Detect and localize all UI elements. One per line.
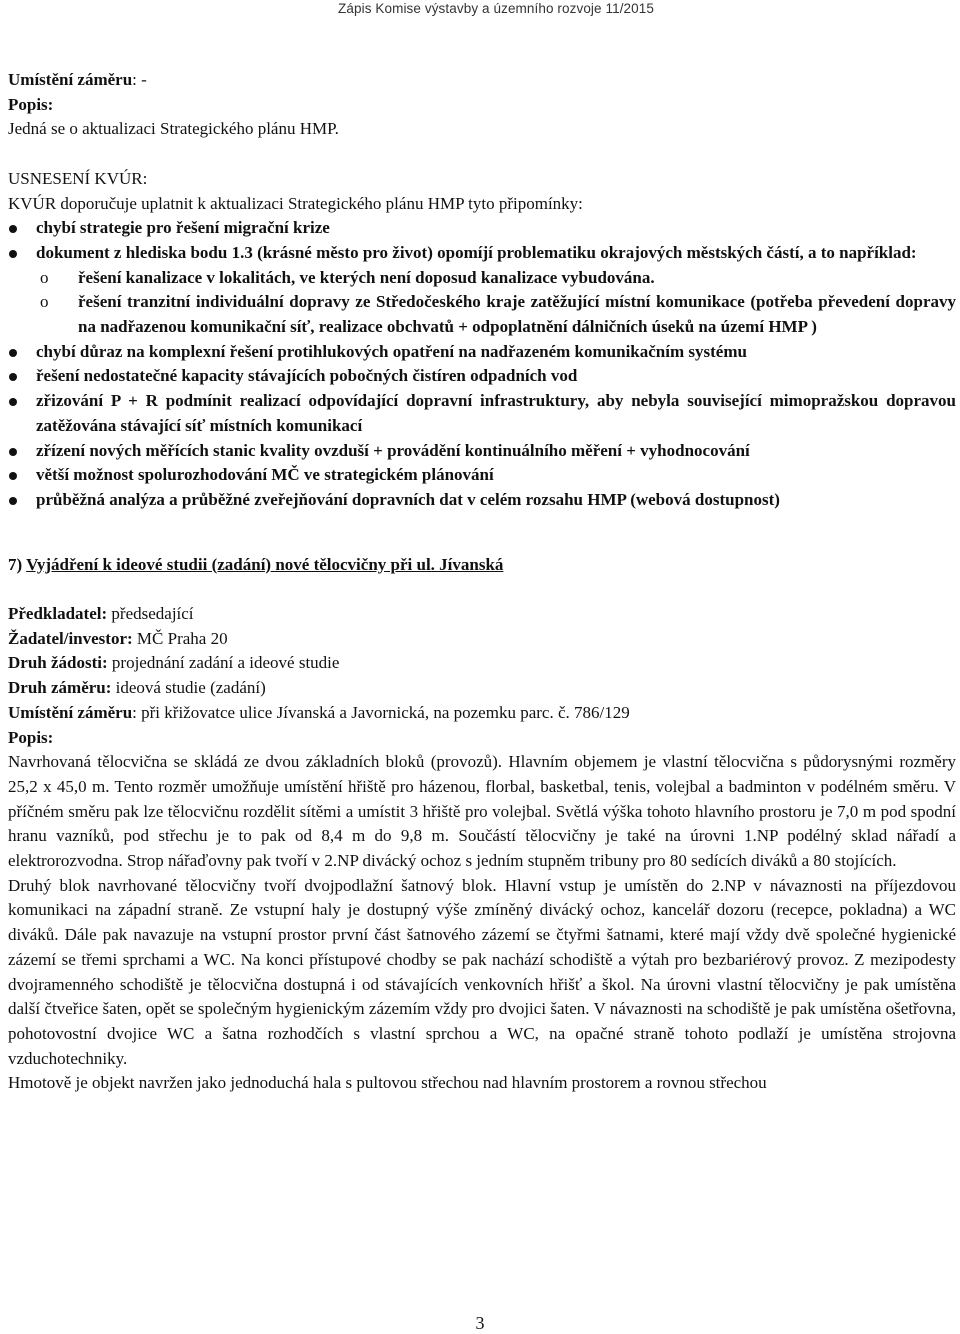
location-label: Umístění záměru bbox=[8, 702, 133, 722]
list-item: zřízení nových měřících stanic kvality ovzduší + provádění kontinuálního měření + vyhodnocování bbox=[8, 439, 956, 464]
location-value: : při křižovatce ulice Jívanská a Javornická, na pozemku parc. č. 786/129 bbox=[132, 702, 630, 722]
resolution-list bbox=[8, 216, 956, 512]
page-body bbox=[8, 68, 956, 1096]
submitter-line bbox=[8, 602, 956, 627]
section-7-title bbox=[8, 553, 956, 578]
list-item: dokument z hlediska bodu 1.3 (krásné město pro život) opomíjí problematiku okrajových městských částí, a to například: o řešení kanalizace v lokalitách, ve kterých není doposud kanalizace vybudována. o řešení tranzitní individuální dopravy ze Středočeského kraje zatěžující místní komunikace (potřeba převedení dopravy na nadřazenou komunikační síť, realizace obchvatů + odpoplatnění dálničních úseků na území HMP ) bbox=[8, 241, 956, 340]
location-line bbox=[8, 701, 956, 726]
project-type-line bbox=[8, 676, 956, 701]
request-type-line bbox=[8, 651, 956, 676]
list-item: zřizování P + R podmínit realizací odpovídající dopravní infrastruktury, aby nebyla související mimopražskou dopravou zatěžována stávající síť místních komunikací bbox=[8, 389, 956, 438]
request-type-value: projednání zadání a ideové studie bbox=[107, 653, 340, 673]
list-item: průběžná analýza a průběžné zveřejňování dopravních dat v celém rozsahu HMP (webová dostupnost) bbox=[8, 488, 956, 513]
item6-description-label: Popis: bbox=[8, 94, 54, 114]
applicant-label: Žadatel/investor: bbox=[8, 628, 133, 648]
resolution-label: USNESENÍ KVÚR: bbox=[8, 168, 148, 188]
applicant-value: MČ Praha 20 bbox=[132, 628, 228, 648]
document-header: Zápis Komise výstavby a územního rozvoje 11/2015 bbox=[338, 1, 654, 16]
sub-list-item: o řešení tranzitní individuální dopravy ze Středočeského kraje zatěžující místní komunikace (potřeba převedení dopravy na nadřazenou komunikační síť, realizace obchvatů + odpoplatnění dálničních úseků na území HMP ) bbox=[8, 290, 956, 339]
submitter-value: předsedající bbox=[107, 604, 194, 624]
section-title-text: Vyjádření k ideové studii (zadání) nové tělocvičny při ul. Jívanská bbox=[26, 554, 504, 574]
project-type-label: Druh záměru: bbox=[8, 678, 112, 698]
item6-location-line bbox=[8, 68, 956, 93]
list-item: chybí strategie pro řešení migrační krize bbox=[8, 216, 956, 241]
list-item: řešení nedostatečné kapacity stávajících pobočných čistíren odpadních vod bbox=[8, 364, 956, 389]
item6-location-value: : - bbox=[132, 70, 147, 89]
resolution-intro: KVÚR doporučuje uplatnit k aktualizaci Strategického plánu HMP tyto připomínky: bbox=[8, 193, 583, 213]
list-item: chybí důraz na komplexní řešení protihlukových opatření na nadřazeném komunikačním systému bbox=[8, 340, 956, 365]
item6-description-text: Jedná se o aktualizaci Strategického plánu HMP. bbox=[8, 119, 339, 139]
project-type-value: ideová studie (zadání) bbox=[111, 678, 266, 698]
section-number: 7) bbox=[8, 554, 23, 574]
sub-list bbox=[8, 266, 956, 340]
item6-location-label: Umístění záměru bbox=[8, 70, 133, 89]
list-item: větší možnost spolurozhodování MČ ve strategickém plánování bbox=[8, 463, 956, 488]
page-number: 3 bbox=[475, 1313, 485, 1333]
submitter-label: Předkladatel: bbox=[8, 604, 108, 624]
description-paragraph: Hmotově je objekt navržen jako jednoduchá hala s pultovou střechou nad hlavním prostorem a rovnou střechou bbox=[8, 1073, 767, 1093]
description-paragraph: Navrhovaná tělocvična se skládá ze dvou základních bloků (provozů). Hlavním objemem je vlastní tělocvična s půdorysnými rozměry 25,2 x 45,0 m. Tento rozměr umožňuje umístění hřiště pro házenou, florbal, basketbal, tenis, volejbal a badminton v podélném směru. V příčném směru pak lze tělocvičnu rozdělit sítěmi a umístit 3 hřiště pro volejbal. Světlá výška tohoto hlavního prostoru je 7,0 m pod spodní hranu vazníků, pod střechu je to pak od 8,4 m do 9,8 m. Součástí tělocvičny je také na úrovni 1.NP podélný sklad nářadí a elektrorozvodna. Strop nářaďovny pak tvoří v 2.NP divácký ochoz s jedním stupněm tribuny pro 80 sedících diváků a 80 stojících. bbox=[8, 752, 956, 871]
request-type-label: Druh žádosti: bbox=[8, 653, 108, 673]
applicant-line bbox=[8, 627, 956, 652]
description-paragraph: Druhý blok navrhované tělocvičny tvoří dvojpodlažní šatnový blok. Hlavní vstup je umístěn do 2.NP v návaznosti na příjezdovou komunikaci na západní straně. Ze vstupní haly je dostupný výše zmíněný divácký ochoz, kancelář dozoru (recepce, pokladna) a WC diváků. Dále pak navazuje na vstupní prostor první část šatnového zázemí se čtyřmi šatnami, které mají vždy dvě společné hygienické zázemí se třemi sprchami a WC. Na konci přístupové chodby se pak nachází schodiště a výtah pro bezbariérový provoz. Z mezipodesty dvojramenného schodiště je tělocvična dostupná i od stávajících venkovních hřišť a škol. Na úrovni vlastní tělocvičny je pak umístěna další čtveřice šaten, opět se společným hygienickým zázemím vždy pro dvojici šaten. V návaznosti na schodiště je pak umístěna ošetřovna, pohotovostní dvojice WC a šatna rozhodčích s vlastní sprchou a WC, na opačné straně tohoto podlaží je umístěna strojovna vzduchotechniky. bbox=[8, 875, 956, 1068]
description-label: Popis: bbox=[8, 727, 54, 747]
sub-list-item: o řešení kanalizace v lokalitách, ve kterých není doposud kanalizace vybudována. bbox=[8, 266, 956, 291]
